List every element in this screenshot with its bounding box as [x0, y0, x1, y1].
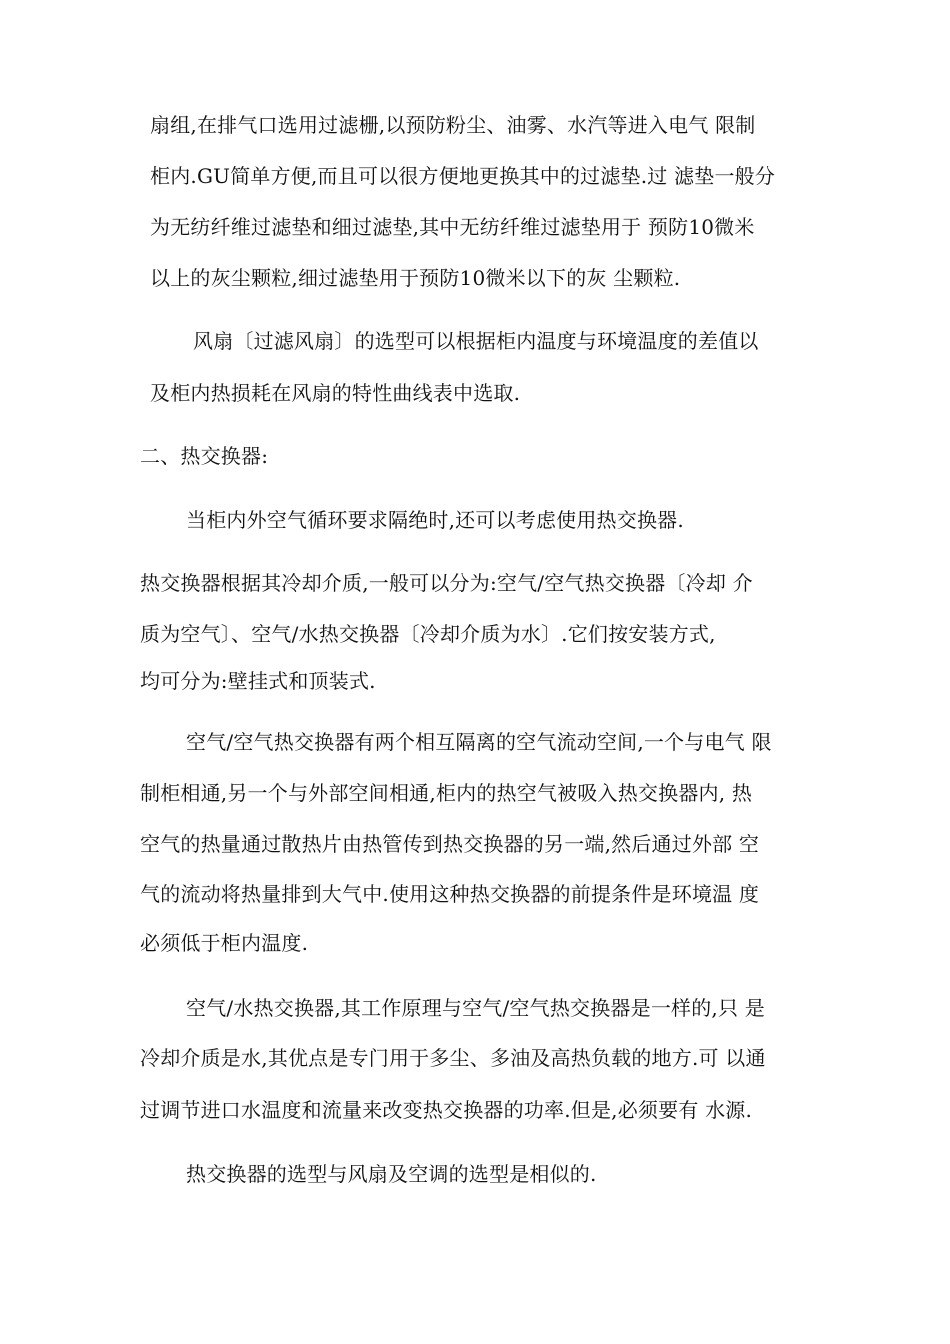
text-line: 冷却介质是水,其优点是专门用于多尘、多油及高热负载的地方.可 以通 — [140, 1046, 766, 1070]
text-line: 空气的热量通过散热片由热管传到热交换器的另一端,然后通过外部 空 — [140, 832, 760, 856]
text-line: 当柜内外空气循环要求隔绝时,还可以考虑使用热交换器. — [186, 508, 684, 532]
text-line: 质为空气〕、空气/水热交换器〔冷却介质为水〕.它们按安装方式, — [140, 622, 716, 646]
text-line: 必须低于柜内温度. — [140, 931, 309, 955]
text-line: 过调节进口水温度和流量来改变热交换器的功率.但是,必须要有 水源. — [140, 1098, 753, 1122]
text-line: 空气/空气热交换器有两个相互隔离的空气流动空间,一个与电气 限 — [186, 730, 772, 754]
text-line: 空气/水热交换器,其工作原理与空气/空气热交换器是一样的,只 是 — [186, 996, 765, 1020]
text-line: 为无纺纤维过滤垫和细过滤垫,其中无纺纤维过滤垫用于 预防10微米 — [150, 215, 755, 239]
text-line: 柜内.GU简单方便,而且可以很方便地更换其中的过滤垫.过 滤垫一般分 — [150, 164, 776, 188]
text-line: 均可分为:壁挂式和顶装式. — [140, 669, 376, 693]
section-heading: 二、热交换器: — [140, 444, 269, 468]
text-line: 制柜相通,另一个与外部空间相通,柜内的热空气被吸入热交换器内, 热 — [140, 781, 753, 805]
text-line: 以上的灰尘颗粒,细过滤垫用于预防10微米以下的灰 尘颗粒. — [150, 266, 681, 290]
text-line: 扇组,在排气口选用过滤栅,以预防粉尘、油雾、水汽等进入电气 限制 — [150, 113, 756, 137]
text-line: 热交换器根据其冷却介质,一般可以分为:空气/空气热交换器〔冷却 介 — [140, 571, 753, 595]
text-line: 及柜内热损耗在风扇的特性曲线表中选取. — [150, 381, 521, 405]
text-line: 热交换器的选型与风扇及空调的选型是相似的. — [186, 1162, 597, 1186]
text-line: 气的流动将热量排到大气中.使用这种热交换器的前提条件是环境温 度 — [140, 882, 760, 906]
text-line: 风扇〔过滤风扇〕的选型可以根据柜内温度与环境温度的差值以 — [193, 329, 759, 353]
